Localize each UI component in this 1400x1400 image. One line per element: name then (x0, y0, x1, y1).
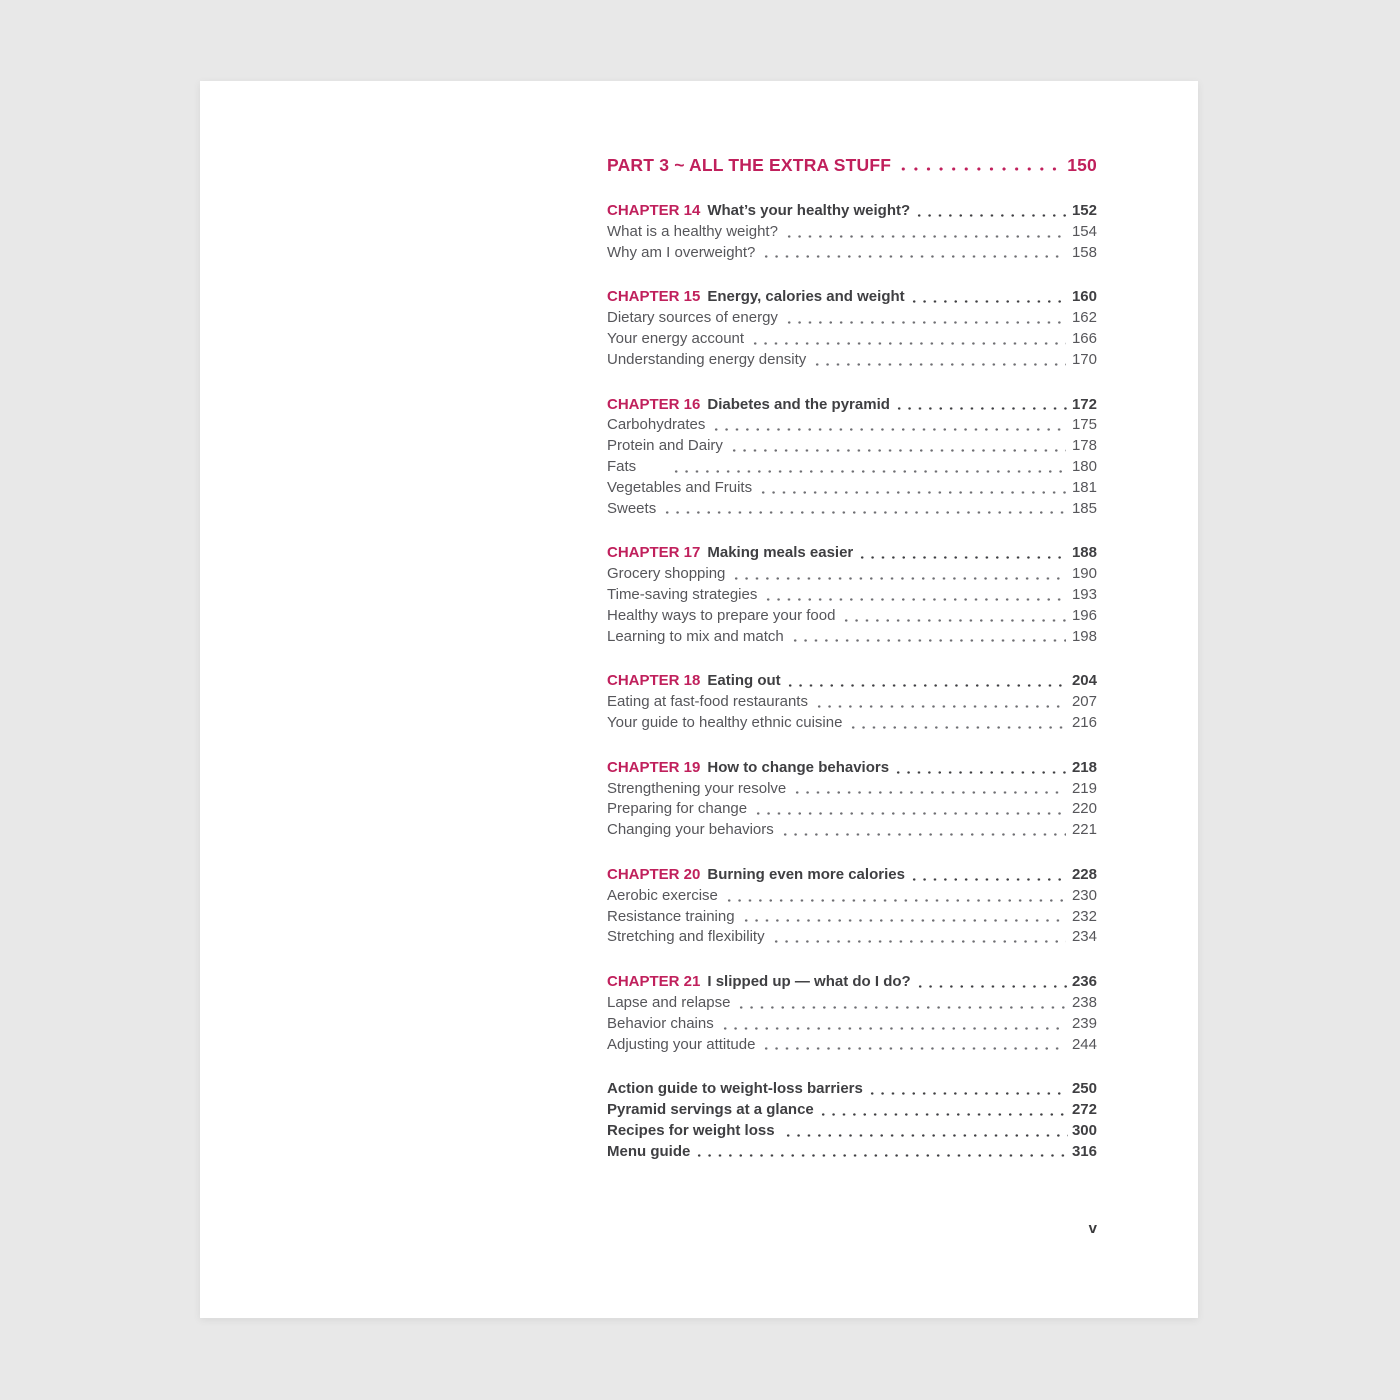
dot-leader (857, 554, 1068, 561)
toc-entry-row (607, 222, 1097, 243)
toc-entry-row (607, 415, 1097, 436)
toc-section-chapter-18 (607, 671, 1097, 733)
dot-leader (792, 789, 1066, 796)
backmatter-entry-page: 250 (1071, 1080, 1097, 1098)
toc-entry-title: Your guide to healthy ethnic cuisine (607, 713, 843, 731)
toc-entry-page: 198 (1071, 627, 1097, 645)
toc-entry-row (607, 436, 1097, 457)
chapter-title: Energy, calories and weight (707, 288, 905, 306)
part-heading-row (607, 153, 1097, 177)
toc-entry-title: Why am I overweight? (607, 243, 756, 261)
chapter-page-number: 160 (1071, 288, 1097, 306)
toc-entry-row (607, 499, 1097, 520)
chapter-page-number: 228 (1071, 865, 1097, 883)
toc-entry-title: Protein and Dairy (607, 437, 723, 455)
toc-section-chapter-19 (607, 758, 1097, 841)
chapter-heading-row (607, 287, 1097, 308)
toc-entry-page: 220 (1071, 800, 1097, 818)
toc-section-chapter-15 (607, 287, 1097, 370)
toc-entry-row (607, 585, 1097, 606)
chapter-label: CHAPTER 19 (607, 758, 701, 776)
chapter-heading-row (607, 671, 1097, 692)
dot-leader (867, 1090, 1068, 1097)
toc-entry-page: 221 (1071, 821, 1097, 839)
dot-leader (763, 596, 1066, 603)
dot-leader (671, 468, 1066, 475)
dot-leader (894, 405, 1068, 412)
toc-entry-page: 181 (1071, 478, 1097, 496)
toc-entry-row (607, 1014, 1097, 1035)
dot-leader (784, 233, 1066, 240)
backmatter-entry-title: Action guide to weight-loss barriers (607, 1080, 863, 1098)
dot-leader (694, 1152, 1068, 1159)
dot-leader (909, 876, 1068, 883)
toc-entry-page: 196 (1071, 606, 1097, 624)
dot-leader (893, 769, 1068, 776)
toc-entry-row (607, 627, 1097, 648)
toc-entry-page: 170 (1071, 350, 1097, 368)
dot-leader (790, 637, 1066, 644)
toc-entry-title: Grocery shopping (607, 565, 726, 583)
dot-leader (897, 165, 1061, 173)
toc-entry-title: Your energy account (607, 329, 745, 347)
dot-leader (783, 1132, 1068, 1139)
backmatter-entry-row (607, 1142, 1097, 1163)
toc-entry-row (607, 1035, 1097, 1056)
dot-leader (915, 983, 1068, 990)
toc-entry-row (607, 907, 1097, 928)
toc-entry-page: 207 (1071, 693, 1097, 711)
chapter-title: Burning even more calories (707, 865, 905, 883)
toc-entry-row (607, 820, 1097, 841)
dot-leader (814, 703, 1066, 710)
dot-leader (785, 682, 1068, 689)
toc-entry-title: Healthy ways to prepare your food (607, 606, 836, 624)
toc-entry-title: Adjusting your attitude (607, 1035, 756, 1053)
backmatter-entry-title: Recipes for weight loss (607, 1121, 779, 1139)
dot-leader (662, 509, 1066, 516)
toc-entry-page: 154 (1071, 222, 1097, 240)
chapter-title: Diabetes and the pyramid (707, 395, 890, 413)
toc-entry-title: Understanding energy density (607, 350, 807, 368)
backmatter-entry-row (607, 1079, 1097, 1100)
toc-entry-row (607, 457, 1097, 478)
chapter-heading-row (607, 972, 1097, 993)
toc-entry-title: Behavior chains (607, 1014, 714, 1032)
chapter-heading-row (607, 543, 1097, 564)
toc-section-chapter-21 (607, 972, 1097, 1055)
chapter-heading-row (607, 758, 1097, 779)
toc-entry-page: 239 (1071, 1014, 1097, 1032)
toc-entry-title: Learning to mix and match (607, 627, 784, 645)
toc-backmatter (607, 1079, 1097, 1162)
toc-entry-title: What is a healthy weight? (607, 222, 778, 240)
part-page-number: 150 (1067, 155, 1097, 175)
toc-entry-page: 158 (1071, 243, 1097, 261)
toc-entry-row (607, 243, 1097, 264)
part-heading-label: PART 3 ~ ALL THE EXTRA STUFF (607, 155, 892, 175)
dot-leader (771, 938, 1066, 945)
dot-leader (784, 319, 1066, 326)
dot-leader (736, 1004, 1066, 1011)
dot-leader (731, 575, 1066, 582)
toc-entry-title: Preparing for change (607, 800, 748, 818)
dot-leader (914, 212, 1068, 219)
toc-entry-title: Eating at fast-food restaurants (607, 693, 808, 711)
chapter-label: CHAPTER 18 (607, 672, 701, 690)
dot-leader (818, 1111, 1068, 1118)
toc-entry-title: Vegetables and Fruits (607, 478, 753, 496)
toc-entry-title: Dietary sources of energy (607, 309, 778, 327)
toc-entry-row (607, 779, 1097, 800)
chapter-label: CHAPTER 16 (607, 395, 701, 413)
chapter-title: Eating out (707, 672, 781, 690)
dot-leader (724, 897, 1066, 904)
toc-entry-title: Lapse and relapse (607, 993, 731, 1011)
chapter-label: CHAPTER 21 (607, 973, 701, 991)
table-of-contents (607, 153, 1097, 1237)
toc-entry-row (607, 606, 1097, 627)
toc-entry-row (607, 478, 1097, 499)
toc-entry-page: 193 (1071, 585, 1097, 603)
toc-entry-row (607, 564, 1097, 585)
backmatter-entry-page: 272 (1071, 1101, 1097, 1119)
dot-leader (753, 810, 1066, 817)
chapter-page-number: 152 (1071, 202, 1097, 219)
chapter-page-number: 236 (1071, 973, 1097, 991)
book-page (200, 81, 1198, 1318)
toc-entry-page: 175 (1071, 416, 1097, 434)
toc-section-chapter-20 (607, 865, 1097, 948)
toc-entry-page: 162 (1071, 309, 1097, 327)
toc-entry-row (607, 713, 1097, 734)
toc-entry-title: Fats (607, 457, 666, 475)
chapter-title: I slipped up — what do I do? (707, 973, 911, 991)
dot-leader (780, 831, 1066, 838)
dot-leader (909, 298, 1068, 305)
backmatter-entry-title: Pyramid servings at a glance (607, 1101, 814, 1119)
toc-entry-page: 180 (1071, 457, 1097, 475)
chapter-label: CHAPTER 17 (607, 544, 701, 562)
dot-leader (750, 340, 1066, 347)
dot-leader (761, 1045, 1066, 1052)
toc-entry-row (607, 308, 1097, 329)
dot-leader (741, 917, 1066, 924)
toc-entry-page: 216 (1071, 713, 1097, 731)
chapter-label: CHAPTER 20 (607, 865, 701, 883)
chapter-heading-row (607, 865, 1097, 886)
toc-section-chapter-14 (607, 201, 1097, 263)
toc-entry-title: Strengthening your resolve (607, 779, 787, 797)
toc-entry-page: 232 (1071, 907, 1097, 925)
dot-leader (812, 361, 1066, 368)
toc-entry-page: 219 (1071, 779, 1097, 797)
toc-entry-title: Stretching and flexibility (607, 928, 765, 946)
chapter-title: What’s your healthy weight? (707, 202, 911, 219)
toc-entry-row (607, 799, 1097, 820)
dot-leader (729, 447, 1066, 454)
dot-leader (758, 489, 1066, 496)
toc-entry-row (607, 350, 1097, 371)
chapter-page-number: 204 (1071, 672, 1097, 690)
toc-entry-title: Resistance training (607, 907, 735, 925)
toc-entry-page: 190 (1071, 565, 1097, 583)
chapter-heading-row (607, 201, 1097, 222)
toc-entry-title: Time-saving strategies (607, 585, 758, 603)
chapter-title: How to change behaviors (707, 758, 890, 776)
page-folio: v (1088, 1220, 1097, 1238)
toc-section-chapter-16 (607, 395, 1097, 520)
chapter-title: Making meals easier (707, 544, 854, 562)
backmatter-entry-page: 316 (1071, 1142, 1097, 1160)
toc-entry-page: 238 (1071, 993, 1097, 1011)
chapter-heading-row (607, 395, 1097, 416)
toc-entry-row (607, 927, 1097, 948)
chapter-page-number: 172 (1071, 395, 1097, 413)
toc-entry-row (607, 692, 1097, 713)
toc-entry-page: 244 (1071, 1035, 1097, 1053)
backmatter-entry-row (607, 1100, 1097, 1121)
chapter-page-number: 188 (1071, 544, 1097, 562)
toc-section-chapter-17 (607, 543, 1097, 647)
toc-entry-row (607, 329, 1097, 350)
toc-entry-page: 178 (1071, 437, 1097, 455)
chapter-label: CHAPTER 15 (607, 288, 701, 306)
toc-entry-row (607, 886, 1097, 907)
dot-leader (761, 253, 1066, 260)
toc-entry-page: 234 (1071, 928, 1097, 946)
dot-leader (711, 426, 1066, 433)
toc-entry-row (607, 993, 1097, 1014)
backmatter-entry-page: 300 (1071, 1121, 1097, 1139)
toc-entry-page: 185 (1071, 499, 1097, 517)
toc-entry-title: Carbohydrates (607, 416, 706, 434)
toc-entry-title: Sweets (607, 499, 657, 517)
backmatter-entry-row (607, 1121, 1097, 1142)
backmatter-entry-title: Menu guide (607, 1142, 691, 1160)
dot-leader (848, 724, 1066, 731)
toc-entry-title: Changing your behaviors (607, 821, 774, 839)
toc-entry-page: 230 (1071, 886, 1097, 904)
chapter-label: CHAPTER 14 (607, 202, 701, 219)
dot-leader (720, 1025, 1066, 1032)
chapter-page-number: 218 (1071, 758, 1097, 776)
dot-leader (841, 617, 1066, 624)
toc-entry-page: 166 (1071, 329, 1097, 347)
toc-entry-title: Aerobic exercise (607, 886, 718, 904)
